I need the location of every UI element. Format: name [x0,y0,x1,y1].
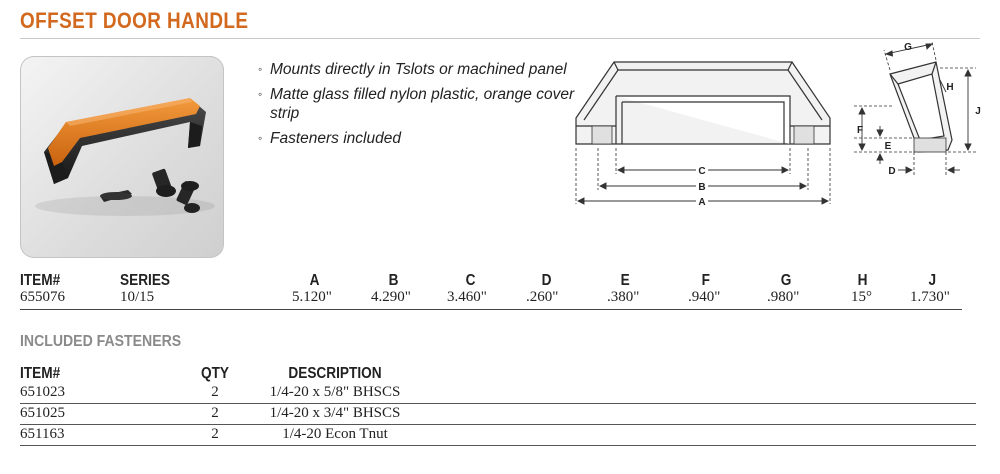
table-row [20,404,976,425]
fastener-desc: 1/4-20 x 3/4" BHSCS [269,405,401,421]
spec-header-f: F [701,272,710,289]
spec-value-e: .380" [607,289,640,305]
feature-item: ◦ Fasteners included [258,130,401,147]
fasteners-header-desc: DESCRIPTION [288,365,382,382]
dim-label-h: H [946,82,954,93]
dim-label-d: D [888,166,896,177]
fastener-desc: 1/4-20 Econ Tnut [282,426,388,442]
fasteners-header-item: ITEM# [20,365,61,382]
fastener-qty: 2 [211,384,219,400]
table-row [20,425,976,446]
spec-value-h: 15° [851,289,872,305]
product-photo [20,56,224,258]
feature-item: ◦ Matte glass filled nylon plastic, orange cover strip [258,86,575,122]
fasteners-header-row [20,366,976,383]
fasteners-table [20,366,976,446]
spec-header-g: G [780,272,792,289]
feature-item: ◦ Mounts directly in Tslots or machined panel [258,61,567,78]
bullet-icon: ◦ [258,62,263,76]
spec-value-c: 3.460" [447,289,487,305]
spec-value-f: .940" [688,289,721,305]
spec-header-h: H [857,272,868,289]
spec-header-item: ITEM# [20,272,61,289]
spec-value-g: .980" [767,289,800,305]
fastener-qty: 2 [211,405,219,421]
spec-value-item: 655076 [20,289,65,305]
fastener-item: 651163 [20,426,65,442]
title-divider [20,38,980,39]
side-view-drawing [848,40,984,180]
dim-label-e: E [884,141,892,152]
dim-label-b: B [698,182,706,193]
dim-label-j: J [975,106,981,117]
bullet-icon: ◦ [258,131,263,145]
front-view-drawing [570,56,838,208]
dim-label-a: A [698,197,706,208]
fastener-qty: 2 [211,426,219,442]
fastener-desc: 1/4-20 x 5/8" BHSCS [269,384,401,400]
table-row [20,383,976,404]
feature-list [258,60,578,154]
spec-value-d: .260" [526,289,559,305]
fastener-item: 651025 [20,405,65,421]
fasteners-title: INCLUDED FASTENERS [20,333,182,350]
dim-label-c: C [698,166,706,177]
spec-header-j: J [928,272,937,289]
spec-header-c: C [465,272,476,289]
spec-header-series: SERIES [120,272,171,289]
spec-value-j: 1.730" [910,289,950,305]
spec-header-a: A [309,272,320,289]
spec-header-d: D [541,272,552,289]
spec-header-b: B [388,272,399,289]
dim-label-f: F [856,125,864,136]
bullet-icon: ◦ [258,87,263,101]
fastener-item: 651023 [20,384,65,400]
spec-value-a: 5.120" [292,289,332,305]
fasteners-header-qty: QTY [200,365,230,382]
spec-table-divider [20,309,962,310]
spec-value-b: 4.290" [371,289,411,305]
offset-door-handle-image [20,56,224,258]
page-title: OFFSET DOOR HANDLE [20,8,249,33]
spec-header-e: E [620,272,630,289]
dim-label-g: G [904,42,912,53]
spec-value-series: 10/15 [120,289,155,305]
